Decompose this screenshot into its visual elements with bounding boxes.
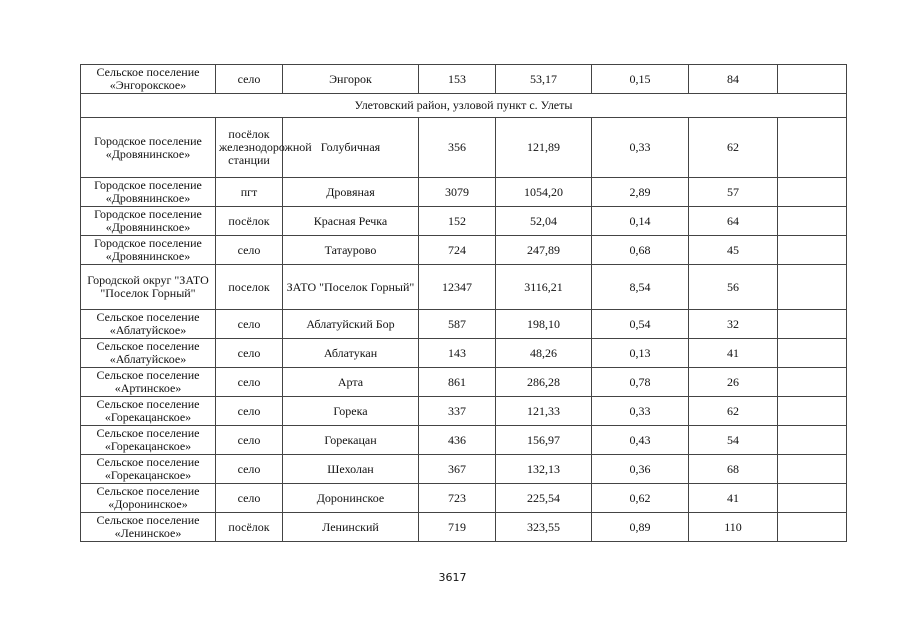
settlement-type-cell: посёлок [216,513,283,542]
value-cell: 156,97 [496,426,592,455]
value-cell: 12347 [419,265,496,310]
value-cell: 356 [419,118,496,178]
value-cell: 337 [419,397,496,426]
table-row [81,368,847,397]
settlement-cell: Сельское поселение «Доронинское» [81,484,216,513]
locality-name-cell: Шехолан [283,455,419,484]
empty-cell [778,397,847,426]
settlement-cell: Городское поселение «Дровянинское» [81,236,216,265]
settlement-type-cell: село [216,426,283,455]
value-cell: 41 [689,484,778,513]
value-cell: 0,15 [592,65,689,94]
value-cell: 153 [419,65,496,94]
locality-name-cell: Энгорок [283,65,419,94]
value-cell: 41 [689,339,778,368]
empty-cell [778,426,847,455]
settlement-type-cell: село [216,455,283,484]
value-cell: 323,55 [496,513,592,542]
value-cell: 2,89 [592,178,689,207]
locality-name-cell: Доронинское [283,484,419,513]
table-row [81,65,847,94]
value-cell: 0,14 [592,207,689,236]
settlement-cell: Сельское поселение «Энгорокское» [81,65,216,94]
settlement-type-cell: село [216,484,283,513]
section-row [81,94,847,118]
empty-cell [778,310,847,339]
settlement-cell: Сельское поселение «Аблатуйское» [81,339,216,368]
settlement-type-cell: село [216,339,283,368]
value-cell: 0,54 [592,310,689,339]
settlement-type-cell: село [216,65,283,94]
value-cell: 53,17 [496,65,592,94]
settlement-cell: Сельское поселение «Артинское» [81,368,216,397]
value-cell: 54 [689,426,778,455]
value-cell: 84 [689,65,778,94]
empty-cell [778,339,847,368]
value-cell: 0,62 [592,484,689,513]
settlement-type-cell: село [216,368,283,397]
empty-cell [778,368,847,397]
empty-cell [778,265,847,310]
locality-name-cell: ЗАТО "Поселок Горный" [283,265,419,310]
value-cell: 62 [689,397,778,426]
value-cell: 723 [419,484,496,513]
settlement-cell: Городской округ "ЗАТО "Поселок Горный" [81,265,216,310]
table-row [81,484,847,513]
value-cell: 0,13 [592,339,689,368]
value-cell: 861 [419,368,496,397]
locality-name-cell: Аблатуйский Бор [283,310,419,339]
page-number: 3617 [438,571,467,584]
settlement-type-cell: село [216,397,283,426]
value-cell: 26 [689,368,778,397]
value-cell: 0,43 [592,426,689,455]
locality-name-cell: Горека [283,397,419,426]
value-cell: 121,89 [496,118,592,178]
value-cell: 3079 [419,178,496,207]
table-row [81,118,847,178]
value-cell: 3116,21 [496,265,592,310]
value-cell: 0,36 [592,455,689,484]
settlement-cell: Городское поселение «Дровянинское» [81,207,216,236]
locality-name-cell: Ленинский [283,513,419,542]
settlement-type-cell: посёлок [216,207,283,236]
value-cell: 198,10 [496,310,592,339]
settlement-cell: Сельское поселение «Горекацанское» [81,426,216,455]
value-cell: 132,13 [496,455,592,484]
locality-name-cell: Красная Речка [283,207,419,236]
value-cell: 57 [689,178,778,207]
locality-name-cell: Голубичная [283,118,419,178]
locality-name-cell: Татаурово [283,236,419,265]
settlement-cell: Сельское поселение «Аблатуйское» [81,310,216,339]
table-row [81,455,847,484]
value-cell: 68 [689,455,778,484]
value-cell: 286,28 [496,368,592,397]
locality-name-cell: Арта [283,368,419,397]
empty-cell [778,207,847,236]
empty-cell [778,484,847,513]
table-row [81,207,847,236]
value-cell: 724 [419,236,496,265]
settlement-cell: Сельское поселение «Горекацанское» [81,397,216,426]
value-cell: 110 [689,513,778,542]
table-row [81,513,847,542]
settlement-type-cell: посёлок железнодорожной станции [216,118,283,178]
locality-name-cell: Дровяная [283,178,419,207]
table-row [81,265,847,310]
settlement-cell: Городское поселение «Дровянинское» [81,118,216,178]
table-row [81,178,847,207]
empty-cell [778,455,847,484]
settlement-type-cell: пгт [216,178,283,207]
value-cell: 48,26 [496,339,592,368]
value-cell: 8,54 [592,265,689,310]
value-cell: 0,78 [592,368,689,397]
section-heading-cell: Улетовский район, узловой пункт с. Улеты [81,94,847,118]
value-cell: 56 [689,265,778,310]
empty-cell [778,65,847,94]
value-cell: 152 [419,207,496,236]
value-cell: 247,89 [496,236,592,265]
value-cell: 32 [689,310,778,339]
settlement-cell: Сельское поселение «Ленинское» [81,513,216,542]
value-cell: 0,33 [592,397,689,426]
value-cell: 1054,20 [496,178,592,207]
table-row [81,426,847,455]
value-cell: 45 [689,236,778,265]
locality-name-cell: Горекацан [283,426,419,455]
empty-cell [778,178,847,207]
table-row [81,397,847,426]
value-cell: 0,89 [592,513,689,542]
value-cell: 64 [689,207,778,236]
empty-cell [778,118,847,178]
settlement-type-cell: село [216,310,283,339]
settlement-type-cell: поселок [216,265,283,310]
table-row [81,339,847,368]
locality-name-cell: Аблатукан [283,339,419,368]
settlement-cell: Городское поселение «Дровянинское» [81,178,216,207]
value-cell: 121,33 [496,397,592,426]
value-cell: 719 [419,513,496,542]
table-row [81,236,847,265]
value-cell: 0,68 [592,236,689,265]
value-cell: 143 [419,339,496,368]
value-cell: 62 [689,118,778,178]
value-cell: 0,33 [592,118,689,178]
settlement-type-cell: село [216,236,283,265]
settlements-table [80,64,847,542]
value-cell: 52,04 [496,207,592,236]
empty-cell [778,236,847,265]
value-cell: 587 [419,310,496,339]
value-cell: 367 [419,455,496,484]
empty-cell [778,513,847,542]
value-cell: 436 [419,426,496,455]
value-cell: 225,54 [496,484,592,513]
table-row [81,310,847,339]
settlement-cell: Сельское поселение «Горекацанское» [81,455,216,484]
